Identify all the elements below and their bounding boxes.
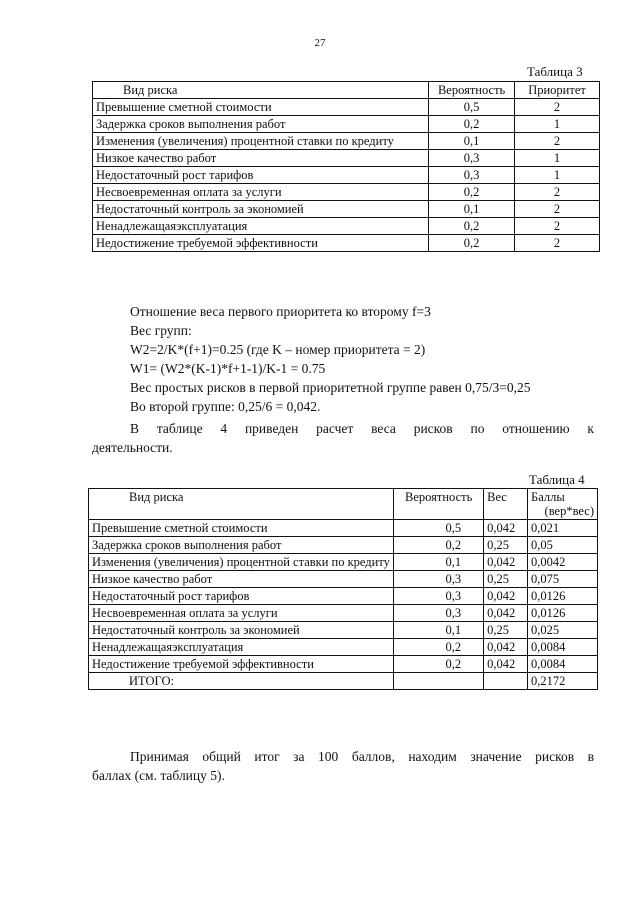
risk-cell: Превышение сметной стоимости bbox=[93, 99, 429, 116]
priority-cell: 1 bbox=[515, 150, 600, 167]
table4-row bbox=[89, 571, 598, 588]
total-value: 0,2172 bbox=[528, 673, 598, 690]
probability-cell: 0,2 bbox=[394, 537, 484, 554]
table3-row bbox=[93, 116, 600, 133]
risk-cell: Несвоевременная оплата за услуги bbox=[93, 184, 429, 201]
table3-header-row bbox=[93, 82, 600, 99]
risk-cell: Задержка сроков выполнения работ bbox=[89, 537, 394, 554]
risk-cell: Превышение сметной стоимости bbox=[89, 520, 394, 537]
table4-header-probability: Вероятность bbox=[394, 489, 484, 520]
table4-row bbox=[89, 554, 598, 571]
table3-caption: Таблица 3 bbox=[527, 64, 583, 79]
risk-cell: Низкое качество работ bbox=[93, 150, 429, 167]
table3-row bbox=[93, 218, 600, 235]
probability-cell: 0,1 bbox=[429, 133, 515, 150]
probability-cell: 0,1 bbox=[394, 554, 484, 571]
table3-header-risk: Вид риска bbox=[93, 82, 429, 99]
empty-cell bbox=[394, 673, 484, 690]
probability-cell: 0,2 bbox=[429, 116, 515, 133]
priority-cell: 2 bbox=[515, 235, 600, 252]
weight-cell: 0,042 bbox=[484, 554, 528, 571]
page-number: 27 bbox=[314, 37, 326, 49]
table4-header-row bbox=[89, 489, 598, 520]
priority-cell: 2 bbox=[515, 133, 600, 150]
text-first-group: Вес простых рисков в первой приоритетной группе равен 0,75/3=0,25 bbox=[130, 380, 531, 395]
total-label: ИТОГО: bbox=[89, 673, 394, 690]
probability-cell: 0,5 bbox=[429, 99, 515, 116]
table3-row bbox=[93, 184, 600, 201]
score-cell: 0,05 bbox=[528, 537, 598, 554]
weight-cell: 0,042 bbox=[484, 588, 528, 605]
table4 bbox=[88, 488, 598, 690]
probability-cell: 0,3 bbox=[394, 605, 484, 622]
table4-row bbox=[89, 656, 598, 673]
table4-header-score-line1: Баллы bbox=[531, 490, 565, 504]
text-total-intro-end: баллах (см. таблицу 5). bbox=[92, 768, 225, 783]
probability-cell: 0,5 bbox=[394, 520, 484, 537]
probability-cell: 0,1 bbox=[429, 201, 515, 218]
probability-cell: 0,2 bbox=[429, 184, 515, 201]
weight-cell: 0,25 bbox=[484, 622, 528, 639]
table3-row bbox=[93, 201, 600, 218]
priority-cell: 1 bbox=[515, 116, 600, 133]
risk-cell: Недостаточный рост тарифов bbox=[93, 167, 429, 184]
text-w2-formula: W2=2/K*(f+1)=0.25 (где K – номер приоритета = 2) bbox=[130, 342, 426, 357]
probability-cell: 0,2 bbox=[429, 235, 515, 252]
risk-cell: Ненадлежащаяэксплуатация bbox=[93, 218, 429, 235]
risk-cell: Недостаточный рост тарифов bbox=[89, 588, 394, 605]
text-table4-intro-end: деятельности. bbox=[92, 440, 173, 455]
priority-cell: 1 bbox=[515, 167, 600, 184]
table4-row bbox=[89, 537, 598, 554]
probability-cell: 0,3 bbox=[429, 167, 515, 184]
probability-cell: 0,3 bbox=[394, 571, 484, 588]
weight-cell: 0,042 bbox=[484, 656, 528, 673]
text-second-group: Во второй группе: 0,25/6 = 0,042. bbox=[130, 399, 321, 414]
probability-cell: 0,2 bbox=[394, 639, 484, 656]
table3-row bbox=[93, 150, 600, 167]
table3-row bbox=[93, 133, 600, 150]
probability-cell: 0,2 bbox=[429, 218, 515, 235]
risk-cell: Ненадлежащаяэксплуатация bbox=[89, 639, 394, 656]
probability-cell: 0,2 bbox=[394, 656, 484, 673]
weight-cell: 0,25 bbox=[484, 571, 528, 588]
empty-cell bbox=[484, 673, 528, 690]
weight-cell: 0,042 bbox=[484, 639, 528, 656]
risk-cell: Недостаточный контроль за экономией bbox=[89, 622, 394, 639]
score-cell: 0,025 bbox=[528, 622, 598, 639]
table3-row bbox=[93, 167, 600, 184]
priority-cell: 2 bbox=[515, 99, 600, 116]
table4-header-score bbox=[528, 489, 598, 520]
risk-cell: Изменения (увеличения) процентной ставки по кредиту bbox=[93, 133, 429, 150]
risk-cell: Низкое качество работ bbox=[89, 571, 394, 588]
risk-cell: Изменения (увеличения) процентной ставки по кредиту bbox=[89, 554, 394, 571]
text-table4-intro: В таблице 4 приведен расчет веса рисков по отношению к bbox=[130, 421, 594, 436]
table4-caption: Таблица 4 bbox=[529, 472, 585, 487]
score-cell: 0,0042 bbox=[528, 554, 598, 571]
text-ratio: Отношение веса первого приоритета ко второму f=3 bbox=[130, 304, 431, 319]
table4-row bbox=[89, 622, 598, 639]
table4-header-score-line2: (вер*вес) bbox=[544, 504, 594, 518]
score-cell: 0,0126 bbox=[528, 588, 598, 605]
weight-cell: 0,042 bbox=[484, 520, 528, 537]
score-cell: 0,075 bbox=[528, 571, 598, 588]
table4-row bbox=[89, 588, 598, 605]
table4-row bbox=[89, 520, 598, 537]
risk-cell: Недостаточный контроль за экономией bbox=[93, 201, 429, 218]
score-cell: 0,0084 bbox=[528, 656, 598, 673]
text-total-intro: Принимая общий итог за 100 баллов, находим значение рисков в bbox=[130, 749, 594, 764]
weight-cell: 0,25 bbox=[484, 537, 528, 554]
priority-cell: 2 bbox=[515, 201, 600, 218]
table4-row bbox=[89, 639, 598, 656]
table4-row bbox=[89, 605, 598, 622]
text-group-weight: Вес групп: bbox=[130, 323, 192, 338]
score-cell: 0,0084 bbox=[528, 639, 598, 656]
table3-row bbox=[93, 235, 600, 252]
probability-cell: 0,3 bbox=[429, 150, 515, 167]
probability-cell: 0,1 bbox=[394, 622, 484, 639]
text-w1-formula: W1= (W2*(K-1)*f+1-1)/K-1 = 0.75 bbox=[130, 361, 326, 376]
table4-header-risk: Вид риска bbox=[89, 489, 394, 520]
probability-cell: 0,3 bbox=[394, 588, 484, 605]
priority-cell: 2 bbox=[515, 184, 600, 201]
weight-cell: 0,042 bbox=[484, 605, 528, 622]
table4-total-row bbox=[89, 673, 598, 690]
risk-cell: Задержка сроков выполнения работ bbox=[93, 116, 429, 133]
score-cell: 0,021 bbox=[528, 520, 598, 537]
table3-row bbox=[93, 99, 600, 116]
risk-cell: Недостижение требуемой эффективности bbox=[89, 656, 394, 673]
score-cell: 0,0126 bbox=[528, 605, 598, 622]
priority-cell: 2 bbox=[515, 218, 600, 235]
table3-header-priority: Приоритет bbox=[515, 82, 600, 99]
table3-header-probability: Вероятность bbox=[429, 82, 515, 99]
table4-header-weight: Вес bbox=[484, 489, 528, 520]
risk-cell: Несвоевременная оплата за услуги bbox=[89, 605, 394, 622]
table3 bbox=[92, 81, 600, 252]
risk-cell: Недостижение требуемой эффективности bbox=[93, 235, 429, 252]
